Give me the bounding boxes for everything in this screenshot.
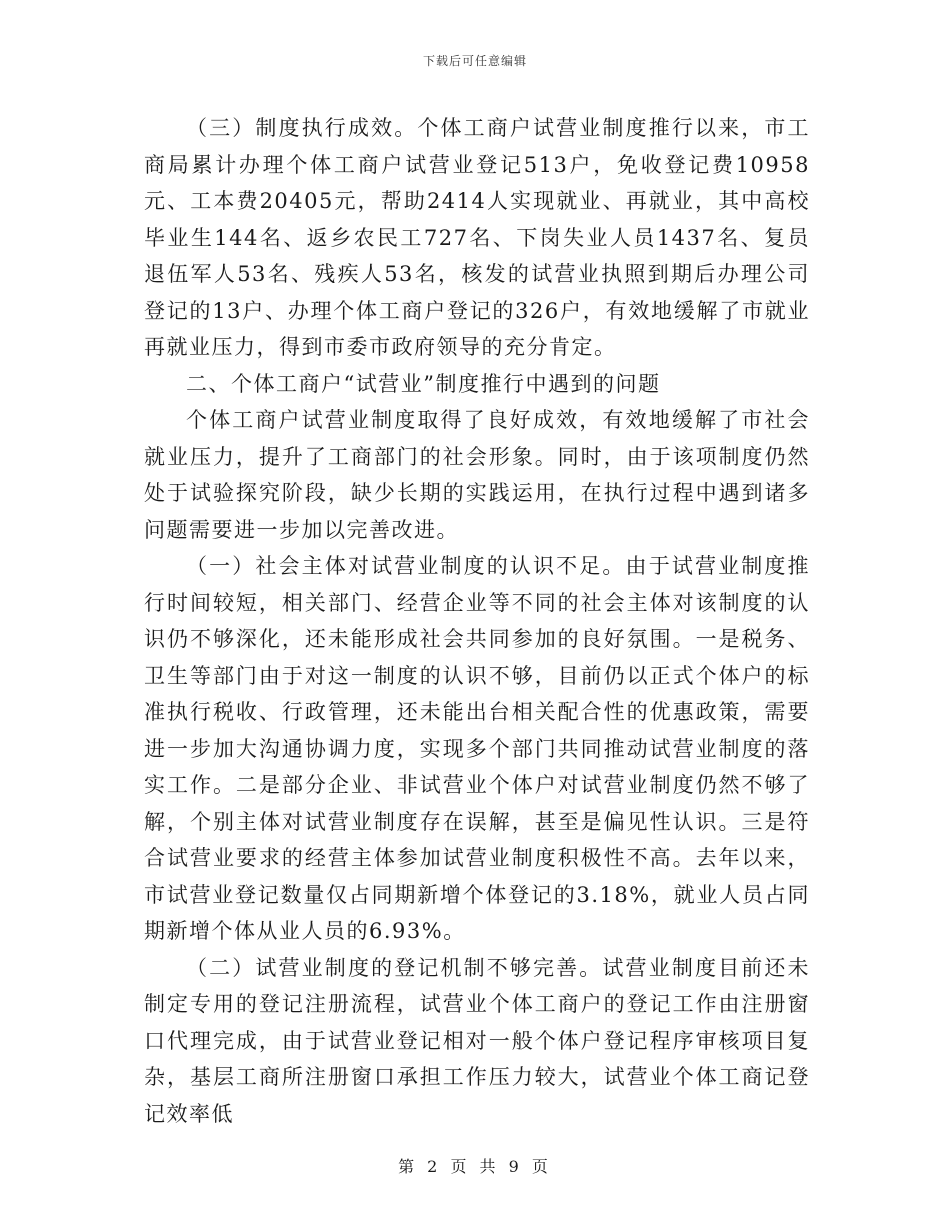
paragraph-problem-one: （一）社会主体对试营业制度的认识不足。由于试营业制度推行时间较短，相关部门、经营企业等不同的社会主体对该制度的认识仍不够深化，还未能形成社会共同参加的良好氛围。一是税务、卫生等部门由于对这一制度的认识不够，目前仍以正式个体户的标准执行税收、行政管理，还未能出台相关配合性的优惠政策，需要进一步加大沟通协调力度，实现多个部门共同推动试营业制度的落实工作。二是部分企业、非试营业个体户对试营业制度仍然不够了解，个别主体对试营业制度存在误解，甚至是偏见性认识。三是符合试营业要求的经营主体参加试营业制度积极性不高。去年以来，市试营业登记数量仅占同期新增个体登记的3.18%，就业人员占同期新增个体从业人员的6.93%。 [144, 554, 810, 943]
paragraph-results: （三）制度执行成效。个体工商户试营业制度推行以来，市工商局累计办理个体工商户试营业登记513户，免收登记费10958元、工本费20405元，帮助2414人实现就业、再就业，其中高校毕业生144名、返乡农民工727名、下岗失业人员1437名、复员退伍军人53名、残疾人53名，核发的试营业执照到期后办理公司登记的13户、办理个体工商户登记的326户，有效地缓解了市就业再就业压力，得到市委市政府领导的充分肯定。 [144, 116, 810, 359]
paragraph-problem-two: （二）试营业制度的登记机制不够完善。试营业制度目前还未制定专用的登记注册流程，试营业个体工商户的登记工作由注册窗口代理完成，由于试营业登记相对一般个体户登记程序审核项目复杂，基层工商所注册窗口承担工作压力较大，试营业个体工商记登记效率低 [144, 955, 810, 1126]
document-body [144, 110, 810, 1132]
paragraph-intro-problems: 个体工商户试营业制度取得了良好成效，有效地缓解了市社会就业压力，提升了工商部门的社会形象。同时，由于该项制度仍然处于试验探究阶段，缺少长期的实践运用，在执行过程中遇到诸多问题需要进一步加以完善改进。 [144, 408, 810, 542]
page-header: 下载后可任意编辑 [422, 54, 527, 68]
page-footer: 第 2 页 共 9 页 [398, 1157, 552, 1176]
section-heading-problems: 二、个体工商户“试营业”制度推行中遇到的问题 [186, 371, 661, 396]
